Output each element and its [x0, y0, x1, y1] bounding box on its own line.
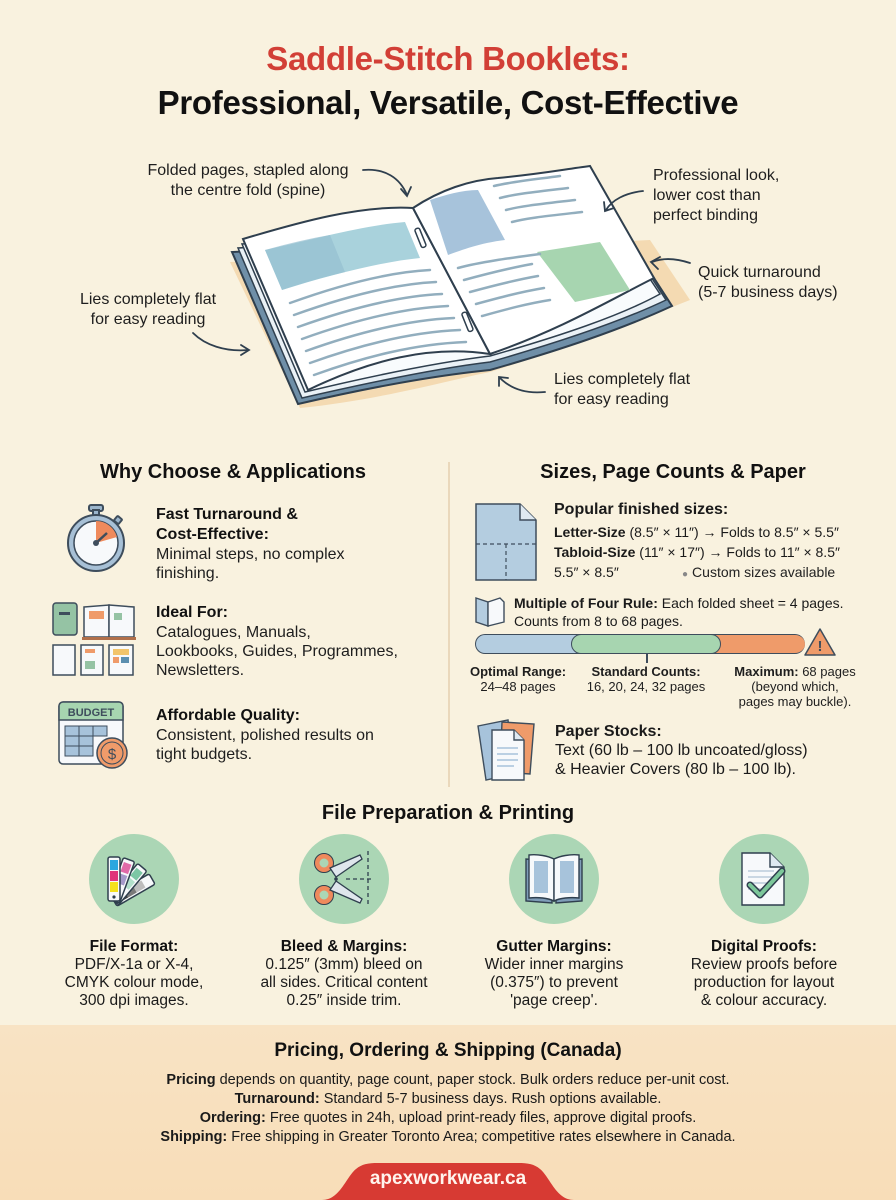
bleed-margins-item: Bleed & Margins: 0.125″ (3mm) bleed on all sides. Critical content 0.25″ inside trim. — [244, 834, 444, 1010]
gutter-margins-item: Gutter Margins: Wider inner margins (0.375″) to prevent 'page creep'. — [454, 834, 654, 1010]
range-standard-label: Standard Counts: 16, 20, 24, 32 pages — [586, 664, 706, 694]
why-choose-heading: Why Choose & Applications — [100, 461, 366, 483]
shipping-line: Shipping: Free shipping in Greater Toronto Area; competitive rates elsewhere in Canada. — [160, 1129, 736, 1145]
feature-ideal-for: Ideal For: Catalogues, Manuals, Lookbooks, Guides, Programmes, Newsletters. — [156, 604, 398, 679]
website-link[interactable]: apexworkwear.ca — [369, 1168, 527, 1189]
warning-icon — [803, 627, 837, 657]
size-tabloid: Tabloid-Size (11″ × 17″) → Folds to 11″ × 8.5″ — [554, 544, 840, 560]
budget-icon — [57, 700, 133, 770]
feature-fast-turnaround: Fast Turnaround & Cost-Effective: Minimal steps, no complex finishing. — [156, 506, 345, 582]
document-check-icon — [736, 849, 792, 909]
scissors-icon — [312, 847, 376, 911]
svg-text:$: $ — [107, 746, 117, 763]
range-tick — [646, 654, 648, 663]
pricing-line: Pricing depends on quantity, page count, paper stock. Bulk orders reduce per-unit cost. — [166, 1072, 730, 1088]
callout-spine: Folded pages, stapled along the centre fold (spine) — [147, 162, 349, 199]
paper-stocks: Paper Stocks: Text (60 lb – 100 lb uncoated/gloss) & Heavier Covers (80 lb – 100 lb). — [555, 723, 808, 778]
range-standard-segment — [571, 634, 721, 654]
callout-flat-bottom: Lies completely flat for easy reading — [554, 371, 691, 408]
page-count-range-bar — [475, 634, 805, 654]
callout-professional: Professional look, lower cost than perfect binding — [653, 167, 780, 224]
title-line-1: Saddle-Stitch Booklets: — [266, 40, 630, 77]
range-maximum-label: Maximum: 68 pages (beyond which, pages may buckle). — [734, 664, 856, 709]
stopwatch-icon — [60, 503, 130, 573]
svg-text:BUDGET: BUDGET — [67, 707, 115, 719]
file-format-item: File Format: PDF/X-1a or X-4, CMYK colour mode, 300 dpi images. — [34, 834, 234, 1010]
popular-sizes: Popular finished sizes: Letter-Size (8.5″ × 11″) → Folds to 8.5″ × 5.5″ Tabloid-Size (11″ × 17″) → Folds to 11″ × 8.5″ 5.5″ × 8.5″ ● Custom sizes available — [554, 500, 874, 582]
paper-stocks-icon — [474, 716, 540, 782]
turnaround-line: Turnaround: Standard 5-7 business days. Rush options available. — [234, 1091, 662, 1107]
pricing-heading: Pricing, Ordering & Shipping (Canada) — [274, 1040, 622, 1061]
column-divider — [448, 462, 450, 787]
multiple-of-four-rule: Multiple of Four Rule: Each folded sheet = 4 pages. Counts from 8 to 68 pages. — [514, 595, 844, 629]
ordering-line: Ordering: Free quotes in 24h, upload print-ready files, approve digital proofs. — [199, 1110, 697, 1126]
open-book-icon — [524, 851, 584, 907]
range-optimal-segment — [475, 634, 585, 654]
callout-turnaround: Quick turnaround (5-7 business days) — [698, 264, 838, 301]
size-letter: Letter-Size (8.5″ × 11″) → Folds to 8.5″ × 5.5″ — [554, 524, 839, 540]
file-prep-heading: File Preparation & Printing — [321, 802, 575, 824]
feature-affordable-quality: Affordable Quality: Consistent, polished results on tight budgets. — [156, 707, 374, 763]
svg-text:!: ! — [817, 638, 823, 655]
size-half-letter: 5.5″ × 8.5″ — [554, 564, 619, 580]
title-line-2: Professional, Versatile, Cost-Effective — [157, 84, 739, 121]
color-swatch-icon — [104, 849, 164, 909]
folded-page-icon — [474, 594, 506, 628]
publications-icon — [52, 601, 138, 677]
callout-flat-left: Lies completely flat for easy reading — [79, 291, 217, 328]
range-optimal-label: Optimal Range: 24–48 pages — [469, 664, 567, 694]
folded-sheet-icon — [474, 502, 538, 582]
custom-sizes-note: ● Custom sizes available — [682, 564, 836, 580]
digital-proofs-item: Digital Proofs: Review proofs before production for layout & colour accuracy. — [664, 834, 864, 1010]
sizes-heading: Sizes, Page Counts & Paper — [540, 461, 806, 483]
